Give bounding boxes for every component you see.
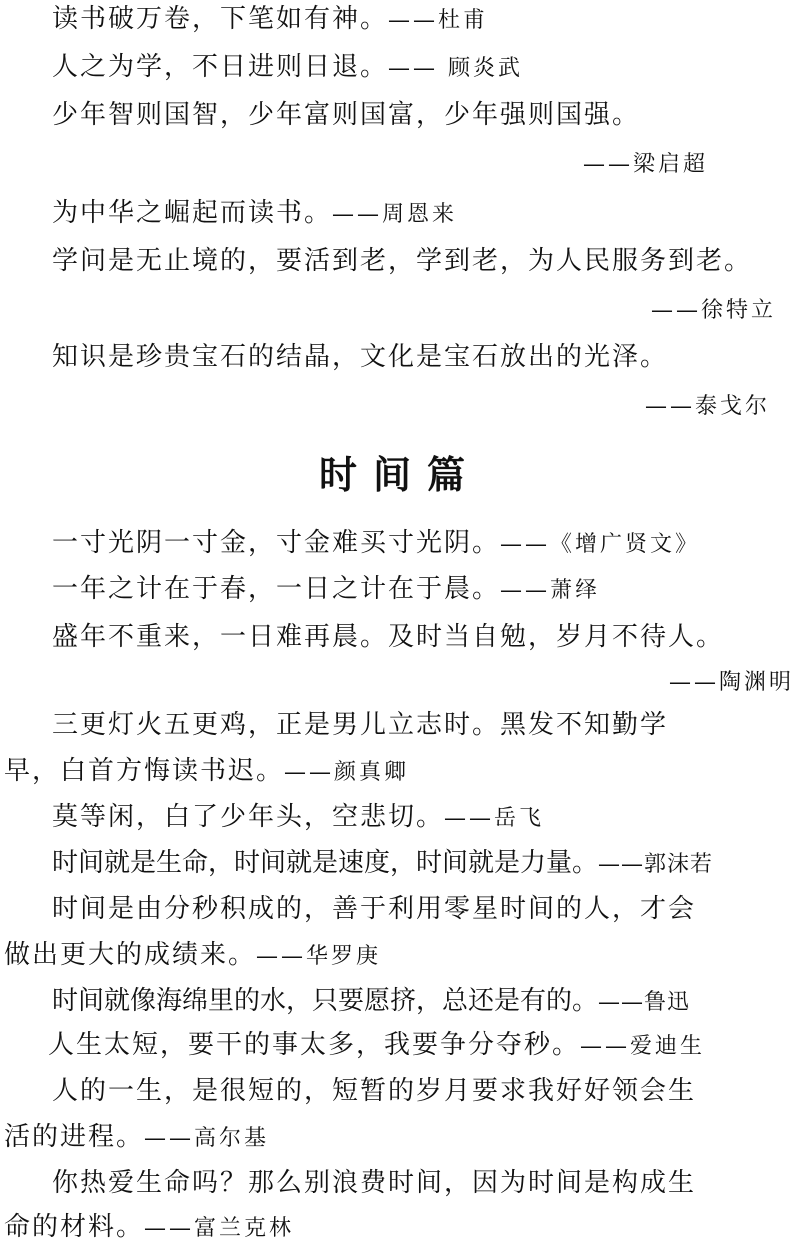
quote-text: 命的材料。: [4, 1212, 145, 1242]
quote-text: 莫等闲，白了少年头，空悲切。: [52, 802, 445, 832]
quote-text: 读书破万卷，下笔如有神。: [52, 4, 389, 34]
quote-text: 一寸光阴一寸金，寸金难买寸光阴。: [52, 528, 501, 558]
quote-line: [52, 526, 700, 562]
quote-author: ——梁启超: [582, 152, 708, 177]
quote-text: 人之为学，不日进则日退。: [52, 52, 389, 82]
quote-text: 你热爱生命吗？那么别浪费时间，因为时间是构成生: [52, 1168, 697, 1198]
quote-line: [4, 938, 381, 974]
quote-line: [52, 572, 600, 608]
quote-text: 少年智则国智，少年富则国富，少年强则国强。: [52, 100, 641, 130]
quote-text: 人生太短，要干的事太多，我要争分夺秒。: [48, 1030, 581, 1060]
quote-line: [52, 846, 713, 882]
quote-author: ——杜甫: [388, 8, 489, 33]
quote-line: [52, 98, 640, 132]
quote-author: ——鲁迅: [598, 990, 691, 1015]
quote-author: ——萧绎: [500, 578, 601, 603]
quote-line: [52, 984, 690, 1020]
quote-text: 活的进程。: [4, 1122, 145, 1152]
quote-author: ——颜真卿: [284, 760, 410, 785]
quote-text: 时间就像海绵里的水，只要愿挤，总还是有的。: [52, 986, 599, 1016]
quote-text: 三更灯火五更鸡，正是男儿立志时。黑发不知勤学: [52, 710, 669, 740]
quote-text: 时间就是生命，时间就是速度，时间就是力量。: [52, 848, 599, 878]
quote-author: ——爱迪生: [580, 1034, 706, 1059]
quote-line: [52, 340, 668, 374]
quote-line: [48, 1028, 705, 1064]
quote-line: [52, 800, 544, 836]
quote-author: ——郭沫若: [598, 852, 714, 877]
quote-author: ——徐特立: [650, 298, 776, 323]
quote-line: [52, 2, 488, 38]
quote-line: [52, 1166, 696, 1200]
quote-text: 学问是无止境的，要活到老，学到老，为人民服务到老。: [52, 246, 753, 276]
quote-author: ——富兰克林: [144, 1216, 295, 1241]
quote-author: ——陶渊明: [668, 670, 794, 695]
quote-line: [52, 1074, 696, 1108]
quote-author: ——岳飞: [444, 806, 545, 831]
quote-author: ——周恩来: [332, 202, 458, 227]
quote-text: 早，白首方悔读书迟。: [4, 756, 285, 786]
quote-line: [52, 244, 752, 278]
quote-text: 做出更大的成绩来。: [4, 940, 257, 970]
quote-line: [52, 50, 523, 86]
quote-line: [651, 292, 776, 328]
quote-text: 人的一生，是很短的，短暂的岁月要求我好好领会生: [52, 1076, 697, 1106]
quote-author: ——泰戈尔: [644, 394, 770, 419]
quote-line: [4, 754, 409, 790]
quote-text: 盛年不重来，一日难再晨。及时当自勉，岁月不待人。: [52, 622, 725, 652]
quote-text: 一年之计在于春，一日之计在于晨。: [52, 574, 501, 604]
quote-text: 时间是由分秒积成的，善于利用零星时间的人，才会: [52, 894, 697, 924]
quote-text: 为中华之崛起而读书。: [52, 198, 333, 228]
quote-line: [583, 146, 708, 182]
quote-line: [645, 388, 770, 424]
quote-author: ——《增广贤文》: [500, 532, 701, 557]
section-title: 时间篇: [318, 453, 481, 497]
quote-line: [52, 708, 668, 742]
quote-line: [52, 196, 457, 232]
quote-author: ——华罗庚: [256, 944, 382, 969]
quote-author: ——高尔基: [144, 1126, 270, 1151]
quote-line: [669, 664, 794, 700]
quote-line: [4, 1120, 269, 1156]
quote-line: [52, 620, 724, 654]
quote-text: 知识是珍贵宝石的结晶，文化是宝石放出的光泽。: [52, 342, 669, 372]
quote-line: [4, 1210, 294, 1246]
quote-author: —— 顾炎武: [388, 56, 524, 81]
quote-line: [52, 892, 696, 926]
